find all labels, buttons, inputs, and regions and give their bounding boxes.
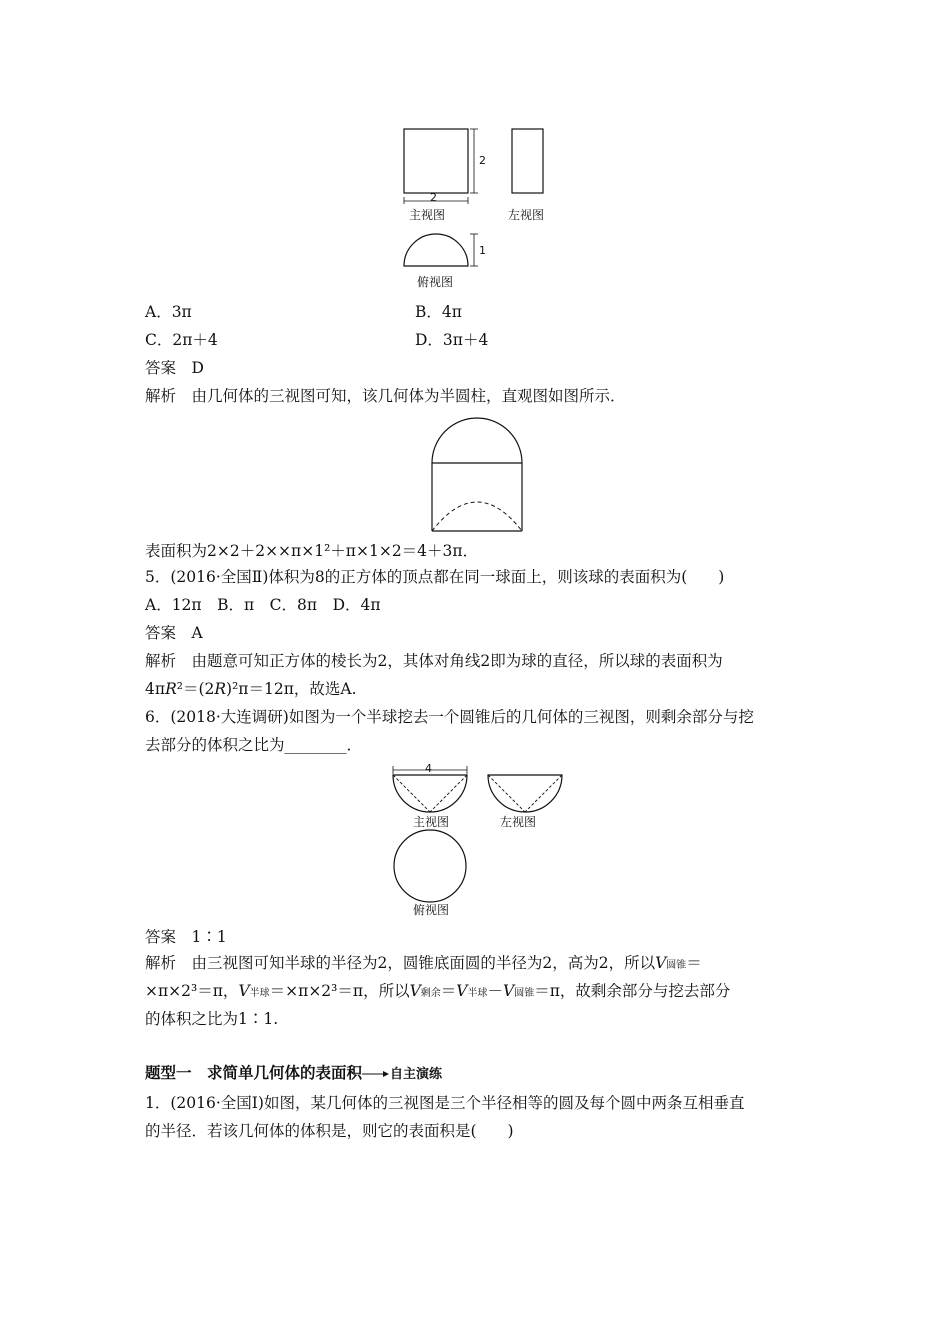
q6-text: ×π×2³＝π， xyxy=(145,982,239,1000)
option-d: D．3π＋4 xyxy=(415,331,489,349)
q6-analysis-1 xyxy=(145,953,702,976)
q6-var-v: V xyxy=(655,954,667,972)
section-tag: 自主演练 xyxy=(390,1067,443,1082)
q5-var-r: R xyxy=(165,680,177,698)
q6-question-1: 6．(2018·大连调研)如图为一个半球挖去一个圆锥后的几何体的三视图，则剩余部分与挖 xyxy=(145,708,754,726)
front-view-label: 主视图 xyxy=(409,208,446,222)
q6-subscript: 圆锥 xyxy=(666,960,687,971)
dim-radius-label: 1 xyxy=(479,244,486,257)
q5-text: ²＝(2 xyxy=(176,680,215,698)
q4-surface-area-text: 表面积为2×2＋2××π×1²＋π×1×2＝4＋3π． xyxy=(145,542,479,560)
q6-text: ＝×π×2³＝π，所以 xyxy=(269,982,410,1000)
option-b: B．4π xyxy=(415,303,462,321)
q4-surface-area xyxy=(145,541,478,561)
section-title: 题型一 求简单几何体的表面积 xyxy=(145,1064,363,1082)
half-cylinder-perspective-figure xyxy=(425,408,530,538)
q5-question: 5．(2016·全国Ⅱ)体积为8的正方体的顶点都在同一球面上，则该球的表面积为( ) xyxy=(145,568,725,586)
q6-text: ＝ xyxy=(686,954,702,972)
side-view-label: 左视图 xyxy=(508,208,545,222)
dim-height-label: 2 xyxy=(479,154,486,167)
q4-analysis: 解析 由几何体的三视图可知，该几何体为半圆柱，直观图如图所示． xyxy=(145,387,626,405)
section-heading xyxy=(145,1063,442,1085)
q6-dim-label: 4 xyxy=(425,762,432,775)
q6-question-2: 去部分的体积之比为________． xyxy=(145,736,363,754)
option-c: C．2π＋4 xyxy=(145,331,218,349)
q5-var-r: R xyxy=(214,680,227,698)
q5-analysis-2 xyxy=(145,679,357,699)
q6-text: ＝π，故剩余部分与挖去部分 xyxy=(534,982,731,1000)
q1-question-2: 的半径．若该几何体的体积是，则它的表面积是( ) xyxy=(145,1122,514,1140)
q6-text: ＝ xyxy=(440,982,457,1000)
q6-var-v: V xyxy=(503,982,515,1000)
top-view-label: 俯视图 xyxy=(417,275,454,289)
q6-text: － xyxy=(487,982,504,1000)
q6-subscript: 剩余 xyxy=(420,988,441,999)
q6-analysis-2 xyxy=(145,981,730,1004)
q6-answer: 答案 1∶1 xyxy=(145,928,227,946)
q6-var-v: V xyxy=(456,982,468,1000)
q5-options: A．12π B．π C．8π D．4π xyxy=(145,596,381,614)
q5-analysis-1: 解析 由题意可知正方体的棱长为2，其体对角线2即为球的直径，所以球的表面积为 xyxy=(145,652,723,670)
q6-var-v: V xyxy=(238,982,250,1000)
q5-text: 4π xyxy=(145,680,166,698)
q6-subscript: 半球 xyxy=(249,988,270,999)
q4-answer: 答案 D xyxy=(145,359,204,377)
q6-text: 解析 由三视图可知半球的半径为2，圆锥底面圆的半径为2，高为2，所以 xyxy=(145,954,656,972)
q6-subscript: 圆锥 xyxy=(514,988,535,999)
q6-front-view-label: 主视图 xyxy=(413,815,450,829)
q6-side-view-label: 左视图 xyxy=(500,815,537,829)
q1-question-1: 1．(2016·全国Ⅰ)如图，某几何体的三视图是三个半径相等的圆及每个圆中两条互相垂直 xyxy=(145,1094,745,1112)
q6-subscript: 半球 xyxy=(467,988,488,999)
three-view-figure-hemisphere xyxy=(390,760,565,910)
q5-text: )²π＝12π，故选A. xyxy=(226,680,357,698)
q5-answer: 答案 A xyxy=(145,624,203,642)
option-a: A．3π xyxy=(145,303,192,321)
arrow-icon xyxy=(362,1069,390,1079)
dim-width-label: 2 xyxy=(430,191,437,204)
q6-top-view-label: 俯视图 xyxy=(413,903,450,917)
q6-var-v: V xyxy=(409,982,421,1000)
q6-analysis-3: 的体积之比为1∶1. xyxy=(145,1010,279,1028)
